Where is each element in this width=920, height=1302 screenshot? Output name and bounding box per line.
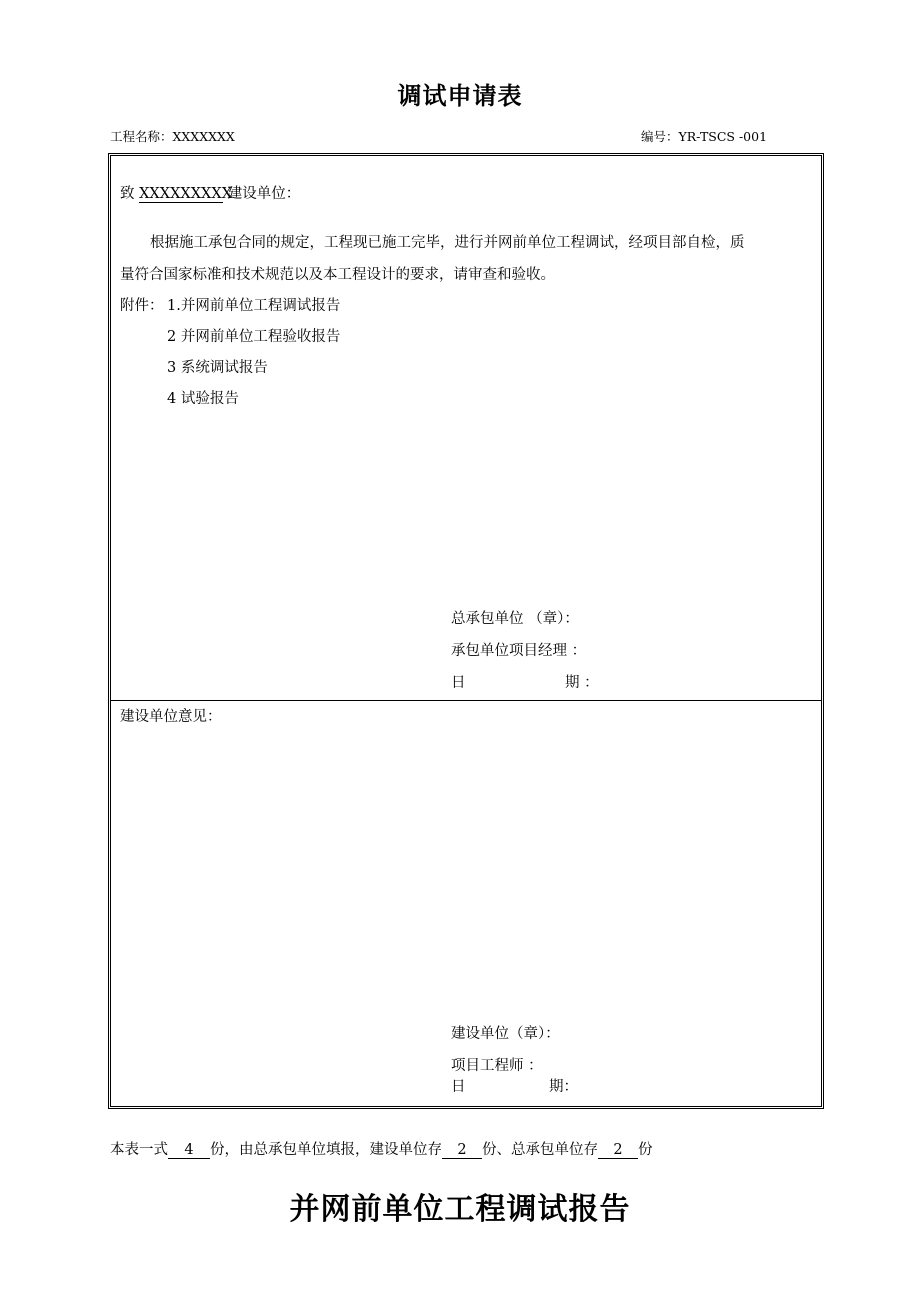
copies-text-1: 本表一式 <box>110 1142 168 1158</box>
body-line-2: 量符合国家标准和技术规范以及本工程设计的要求，请审查和验收。 <box>120 267 555 283</box>
application-date-label-2: 期 ： <box>565 675 599 691</box>
contractor-seal-label: 总承包单位 （章）： <box>451 611 579 627</box>
attachment-item: 4 试验报告 <box>167 391 239 407</box>
addressee-suffix: 建设单位： <box>227 186 301 202</box>
body-line-1: 根据施工承包合同的规定，工程现已施工完毕，进行并网前单位工程调试，经项目部自检，质 <box>150 235 745 251</box>
form-table <box>108 153 824 1109</box>
form-code-label: 编号：YR-TSCS -001 <box>641 129 768 144</box>
copies-total: 4 <box>168 1142 210 1159</box>
addressee-line <box>120 182 300 203</box>
copies-text-4: 份 <box>638 1142 653 1158</box>
opinion-date-label-1: 日 <box>451 1079 466 1095</box>
copies-note <box>110 1138 653 1159</box>
attachment-item: 1.并网前单位工程调试报告 <box>167 298 341 314</box>
project-manager-label: 承包单位项目经理 ： <box>451 643 587 659</box>
copies-contractor: 2 <box>598 1142 638 1159</box>
project-engineer-label: 项目工程师 ： <box>451 1058 543 1074</box>
owner-seal-label: 建设单位（章）： <box>451 1026 560 1042</box>
addressee-name: XXXXXXXXX <box>139 186 233 202</box>
attachment-item: 2 并网前单位工程验收报告 <box>167 329 341 345</box>
opinion-date-label-2: 期： <box>549 1079 578 1095</box>
next-section-title: 并网前单位工程调试报告 <box>289 1192 631 1227</box>
project-name-label: 工程名称：XXXXXXX <box>110 129 235 144</box>
copies-text-3: 份、总承包单位存 <box>482 1142 598 1158</box>
section-divider <box>111 700 821 701</box>
application-date-label-1: 日 <box>451 675 466 691</box>
copies-owner: 2 <box>442 1142 482 1159</box>
attachments-label: 附件： <box>120 298 164 314</box>
attachment-item: 3 系统调试报告 <box>167 360 268 376</box>
addressee-prefix: 致 <box>120 186 135 202</box>
page-title: 调试申请表 <box>397 81 523 110</box>
copies-text-2: 份，由总承包单位填报，建设单位存 <box>210 1142 442 1158</box>
owner-opinion-label: 建设单位意见： <box>120 709 222 725</box>
